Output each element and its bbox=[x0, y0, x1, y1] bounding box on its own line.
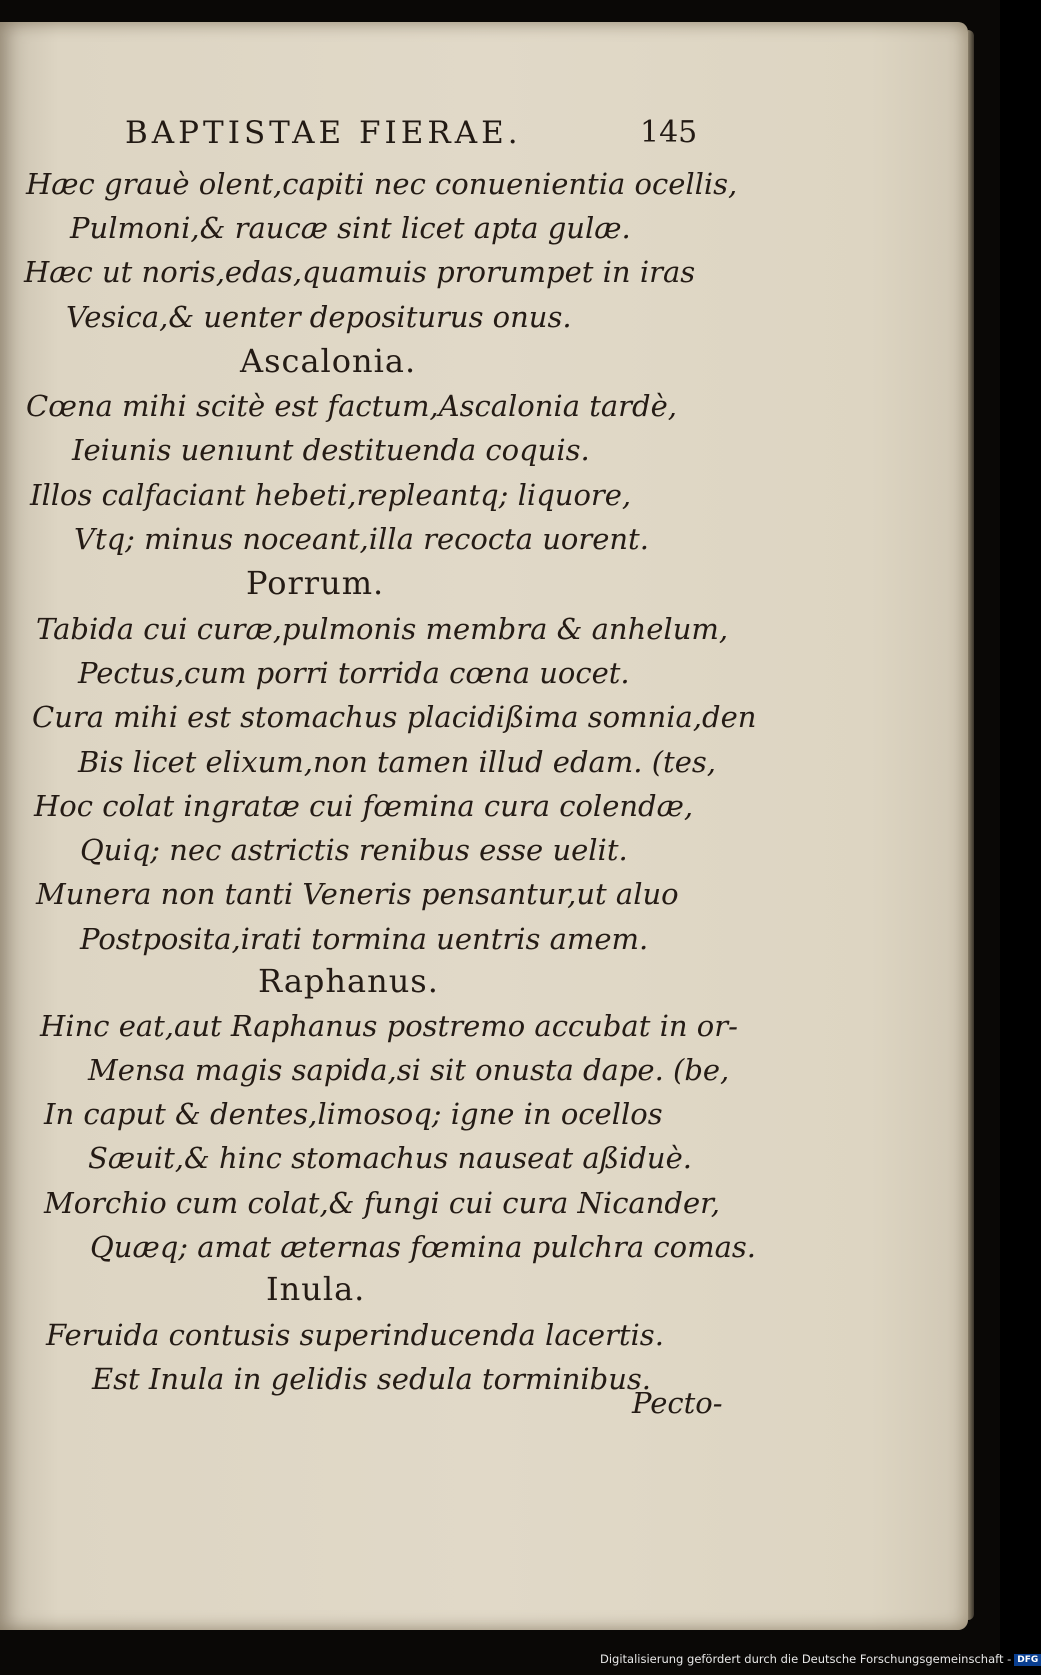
text-line: Pulmoni,& raucæ sint licet apta gulæ. bbox=[70, 211, 631, 245]
text-line: Feruida contusis superinducenda lacertis. bbox=[46, 1318, 664, 1352]
page-edge bbox=[968, 30, 974, 1620]
text-line: Munera non tanti Veneris pensantur,ut aluo bbox=[36, 877, 679, 911]
text-line: Quæq; amat æternas fœmina pulchra comas. bbox=[90, 1230, 756, 1264]
text-line: In caput & dentes,limosoq; igne in ocellos bbox=[44, 1097, 663, 1131]
text-line: Cœna mihi scitè est factum,Ascalonia tardè, bbox=[26, 389, 677, 423]
text-line: Postposita,irati tormina uentris amem. bbox=[80, 922, 649, 956]
dfg-logo: DFG bbox=[1014, 1654, 1041, 1666]
text-line: Hæc grauè olent,capiti nec conuenientia ocellis, bbox=[26, 167, 738, 201]
running-title: BAPTISTAE FIERAE. bbox=[125, 115, 522, 151]
text-line: Ieiunis uenıunt destituenda coquis. bbox=[72, 433, 590, 467]
text-line: Hinc eat,aut Raphanus postremo accubat in or- bbox=[40, 1009, 738, 1043]
text-line: Pectus,cum porri torrida cœna uocet. bbox=[78, 656, 630, 690]
text-line: Tabida cui curæ,pulmonis membra & anhelum, bbox=[36, 612, 729, 646]
text-line: Vesica,& uenter depositurus onus. bbox=[66, 300, 572, 334]
text-line: Sæuit,& hinc stomachus nauseat aßiduè. bbox=[88, 1141, 692, 1175]
catchword: Pecto- bbox=[632, 1386, 723, 1420]
text-line: Mensa magis sapida,si sit onusta dape. (be, bbox=[88, 1053, 730, 1087]
section-heading: Porrum. bbox=[246, 564, 385, 602]
section-heading: Raphanus. bbox=[258, 962, 439, 1000]
text-line: Vtq; minus noceant,illa recocta uorent. bbox=[74, 522, 649, 556]
digitization-credit bbox=[600, 1652, 1039, 1666]
text-line: Hoc colat ingratæ cui fœmina cura colendæ, bbox=[34, 789, 694, 823]
credit-text: Digitalisierung gefördert durch die Deutsche Forschungsgemeinschaft - bbox=[600, 1652, 1012, 1666]
section-heading: Inula. bbox=[266, 1270, 366, 1308]
text-line: Cura mihi est stomachus placidißima somnia,den bbox=[32, 700, 757, 734]
section-heading: Ascalonia. bbox=[240, 342, 417, 380]
text-line: Illos calfaciant hebeti,repleantq; liquore, bbox=[30, 478, 632, 512]
text-line: Morchio cum colat,& fungi cui cura Nicander, bbox=[44, 1186, 721, 1220]
text-line: Est Inula in gelidis sedula torminibus. bbox=[92, 1362, 652, 1396]
page-number: 145 bbox=[640, 115, 698, 150]
text-line: Hæc ut noris,edas,quamuis prorumpet in iras bbox=[24, 255, 696, 289]
text-line: Quiq; nec astrictis renibus esse uelit. bbox=[80, 833, 628, 867]
text-line: Bis licet elixum,non tamen illud edam. (tes, bbox=[78, 745, 716, 779]
